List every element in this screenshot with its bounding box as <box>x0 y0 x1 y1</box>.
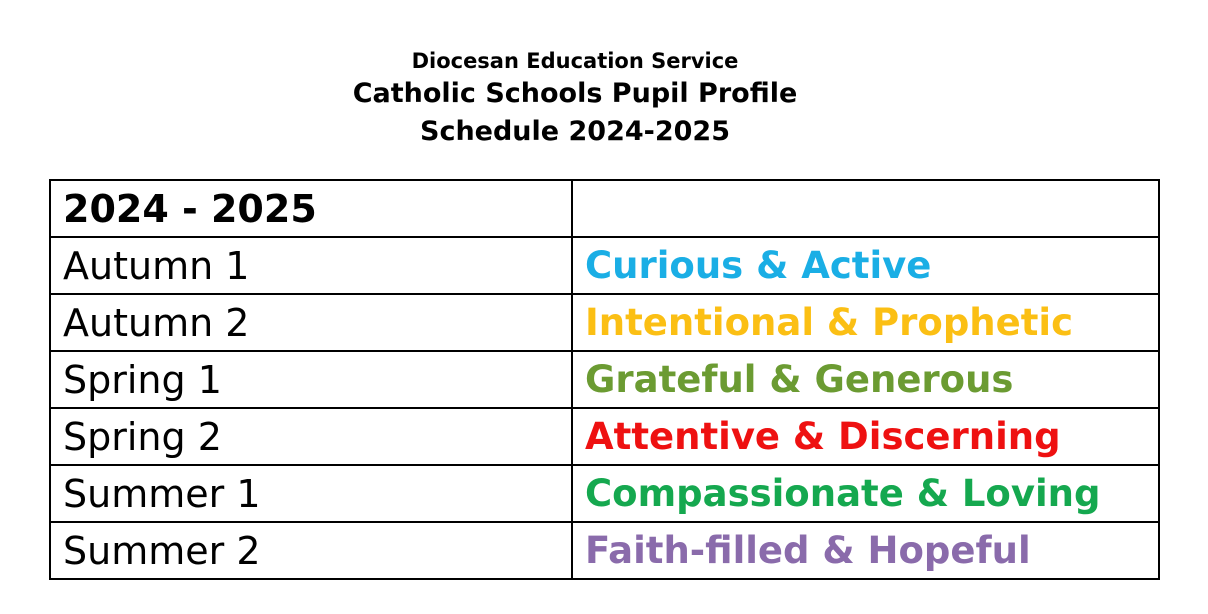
virtue-cell: Intentional & Prophetic <box>572 294 1159 351</box>
table-row <box>50 351 1159 408</box>
virtue-cell: Curious & Active <box>572 237 1159 294</box>
table-row <box>50 294 1159 351</box>
table-row <box>50 465 1159 522</box>
virtue-cell: Faith-filled & Hopeful <box>572 522 1159 579</box>
term-cell: Autumn 2 <box>50 294 572 351</box>
term-cell: Summer 1 <box>50 465 572 522</box>
table-row <box>50 408 1159 465</box>
term-cell: Spring 2 <box>50 408 572 465</box>
table-header-row <box>50 180 1159 237</box>
table-row <box>50 237 1159 294</box>
virtue-cell: Attentive & Discerning <box>572 408 1159 465</box>
schedule-table <box>49 179 1160 580</box>
document-subtitle: Schedule 2024-2025 <box>420 116 730 147</box>
document-title: Catholic Schools Pupil Profile <box>352 78 798 109</box>
organisation-name: Diocesan Education Service <box>411 49 739 73</box>
year-header-cell: 2024 - 2025 <box>50 180 572 237</box>
term-cell: Spring 1 <box>50 351 572 408</box>
virtue-cell: Compassionate & Loving <box>572 465 1159 522</box>
virtue-cell: Grateful & Generous <box>572 351 1159 408</box>
term-cell: Autumn 1 <box>50 237 572 294</box>
term-cell: Summer 2 <box>50 522 572 579</box>
empty-header-cell <box>572 180 1159 237</box>
table-row <box>50 522 1159 579</box>
